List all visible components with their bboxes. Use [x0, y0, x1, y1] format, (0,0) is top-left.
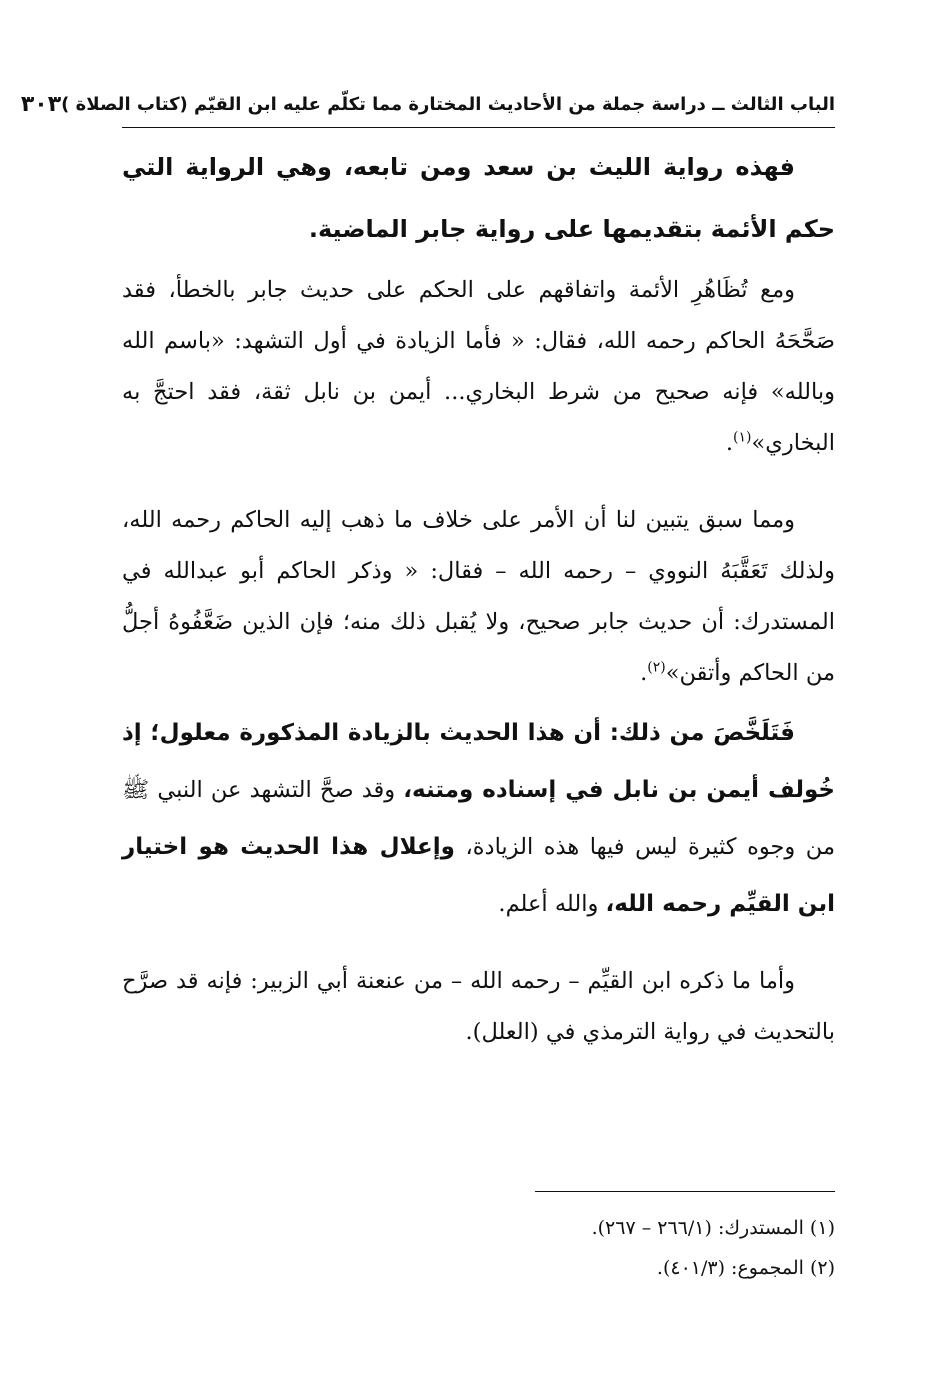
paragraph-2 [122, 265, 835, 469]
footnote-ref-1[interactable]: (١) [733, 429, 752, 446]
book-page [20, 78, 836, 1308]
paragraph-4-bold-2: وإعلال هذا الحديث هو اختيار ابن القيِّم رحمه الله، [122, 834, 835, 917]
footnote-ref-2[interactable]: (٢) [647, 659, 666, 676]
paragraph-2-text: ومع تُظَاهُرِ الأئمة واتفاقهم على الحكم على حديث جابر بالخطأ، فقد صَحَّحَهُ الحاكم رحمه الله، فقال: « فأما الزيادة في أول التشهد: «باسم الله وبالله» فإنه صحيح من شرط البخاري... أيمن بن نابل ثقة، فقد احتجَّ به البخاري» [122, 277, 835, 456]
paragraph-2-end: . [725, 430, 733, 456]
paragraph-5 [122, 956, 835, 1058]
footnote-2: (٢) المجموع: (٤٠١/٣). [656, 1257, 835, 1279]
footnote-1: (١) المستدرك: (٢٦٦/١ – ٢٦٧). [591, 1217, 835, 1239]
paragraph-4-normal-2: والله أعلم. [498, 891, 606, 917]
footnote-separator [535, 1191, 835, 1192]
footnotes [122, 1208, 835, 1288]
chapter-title: الباب الثالث ــ دراسة جملة من الأحاديث المختارة مما تكلّم عليه ابن القيّم (كتاب الصلاة ) [61, 93, 835, 115]
paragraph-3-text: ومما سبق يتبين لنا أن الأمر على خلاف ما ذهب إليه الحاكم رحمه الله، ولذلك تَعَقَّبَهُ النووي – رحمه الله – فقال: « وذكر الحاكم أبو عبدالله في المستدرك: أن حديث جابر صحيح، ولا يُقبل ذلك منه؛ فإن الذين ضَعَّفُوهُ أجلُّ من الحاكم وأتقن» [122, 507, 835, 686]
paragraph-4-bold-1: فَتَلَخَّصَ من ذلك: أن هذا الحديث بالزيادة المذكورة معلول؛ إذ خُولف أيمن بن نابل في إسناده ومتنه، [122, 720, 836, 803]
paragraph-1-text: فهذه رواية الليث بن سعد ومن تابعه، وهي الرواية التي حكم الأئمة بتقديمها على رواية جابر الماضية. [122, 153, 835, 243]
running-header [20, 88, 835, 120]
paragraph-1 [122, 136, 835, 260]
paragraph-4-normal-1: وقد صحَّ التشهد عن النبي ﷺ من وجوه كثيرة ليس فيها هذه الزيادة، [122, 777, 835, 860]
paragraph-4 [122, 705, 835, 933]
paragraph-5-text: وأما ما ذكره ابن القيِّم – رحمه الله – من عنعنة أبي الزبير: فإنه قد صرَّح بالتحديث في رواية الترمذي في (العلل). [122, 968, 835, 1045]
paragraph-3-end: . [640, 660, 648, 686]
page-number: ٣٠٣ [20, 91, 62, 117]
paragraph-3 [122, 495, 835, 699]
header-rule [122, 127, 835, 128]
